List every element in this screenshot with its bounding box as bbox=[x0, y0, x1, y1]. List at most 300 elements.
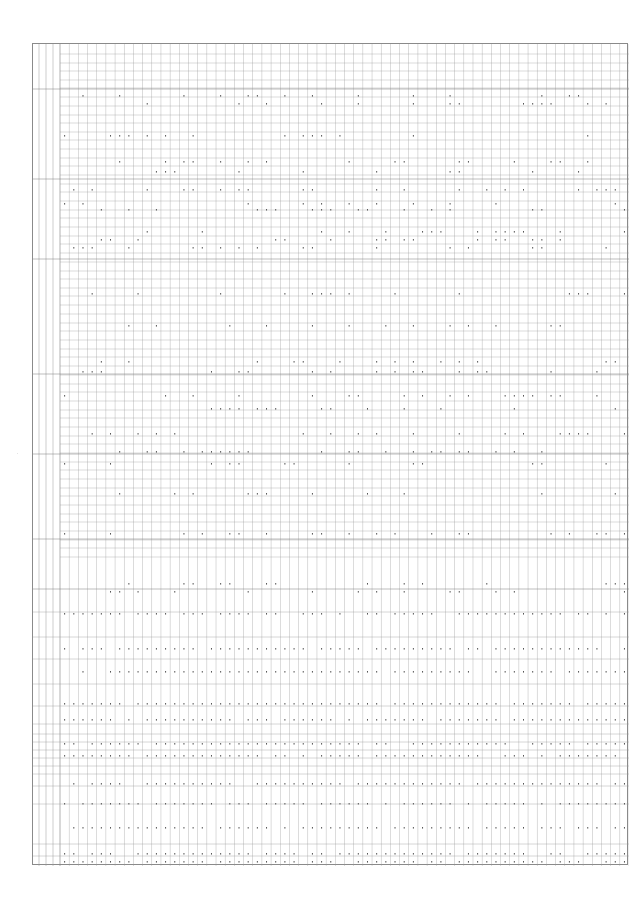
cell-mark bbox=[229, 671, 230, 673]
cell-mark bbox=[395, 613, 396, 615]
cell-mark bbox=[495, 861, 496, 863]
cell-mark bbox=[486, 803, 487, 805]
cell-mark bbox=[514, 395, 515, 397]
cell-mark bbox=[578, 827, 579, 829]
cell-mark bbox=[385, 719, 386, 721]
cell-mark bbox=[459, 171, 460, 173]
cell-mark bbox=[156, 613, 157, 615]
cell-mark bbox=[174, 671, 175, 673]
cell-mark bbox=[73, 189, 74, 191]
cell-mark bbox=[339, 743, 340, 745]
cell-mark bbox=[110, 703, 111, 705]
cell-mark bbox=[211, 719, 212, 721]
cell-mark bbox=[495, 231, 496, 233]
cell-mark bbox=[468, 648, 469, 650]
cell-mark bbox=[284, 648, 285, 650]
cell-mark bbox=[468, 671, 469, 673]
cell-mark bbox=[312, 371, 313, 373]
cell-mark bbox=[615, 827, 616, 829]
cell-mark bbox=[376, 361, 377, 363]
cell-mark bbox=[138, 293, 139, 295]
cell-mark bbox=[459, 783, 460, 785]
cell-mark bbox=[303, 433, 304, 435]
cell-mark bbox=[385, 861, 386, 863]
cell-mark bbox=[239, 371, 240, 373]
cell-mark bbox=[119, 743, 120, 745]
cell-mark bbox=[73, 613, 74, 615]
cell-mark bbox=[339, 671, 340, 673]
cell-mark bbox=[624, 231, 625, 233]
cell-mark bbox=[376, 827, 377, 829]
cell-mark bbox=[257, 827, 258, 829]
cell-mark bbox=[330, 755, 331, 757]
cell-mark bbox=[358, 451, 359, 453]
cell-mark bbox=[349, 161, 350, 163]
cell-mark bbox=[202, 671, 203, 673]
cell-mark bbox=[404, 803, 405, 805]
cell-mark bbox=[156, 433, 157, 435]
cell-mark bbox=[138, 433, 139, 435]
cell-mark bbox=[321, 451, 322, 453]
cell-mark bbox=[395, 293, 396, 295]
cell-mark bbox=[358, 95, 359, 97]
cell-mark bbox=[367, 827, 368, 829]
cell-mark bbox=[523, 783, 524, 785]
cell-mark bbox=[284, 719, 285, 721]
cell-mark bbox=[303, 189, 304, 191]
cell-mark bbox=[101, 783, 102, 785]
cell-mark bbox=[578, 648, 579, 650]
cell-mark bbox=[587, 103, 588, 105]
cell-mark bbox=[312, 293, 313, 295]
cell-mark bbox=[541, 247, 542, 249]
cell-mark bbox=[239, 827, 240, 829]
cell-mark bbox=[349, 451, 350, 453]
cell-mark bbox=[92, 189, 93, 191]
cell-mark bbox=[358, 743, 359, 745]
cell-mark bbox=[560, 161, 561, 163]
cell-mark bbox=[349, 293, 350, 295]
cell-mark bbox=[587, 613, 588, 615]
cell-mark bbox=[349, 395, 350, 397]
cell-mark bbox=[349, 648, 350, 650]
cell-mark bbox=[560, 395, 561, 397]
cell-mark bbox=[551, 325, 552, 327]
cell-mark bbox=[330, 239, 331, 241]
cell-mark bbox=[587, 671, 588, 673]
cell-mark bbox=[266, 533, 267, 535]
cell-mark bbox=[174, 493, 175, 495]
cell-mark bbox=[284, 239, 285, 241]
cell-mark bbox=[248, 203, 249, 205]
cell-mark bbox=[165, 827, 166, 829]
cell-mark bbox=[596, 371, 597, 373]
cell-mark bbox=[239, 463, 240, 465]
cell-mark bbox=[82, 613, 83, 615]
cell-mark bbox=[541, 239, 542, 241]
cell-mark bbox=[606, 103, 607, 105]
cell-mark bbox=[514, 853, 515, 855]
cell-mark bbox=[385, 648, 386, 650]
cell-mark bbox=[165, 743, 166, 745]
cell-mark bbox=[349, 803, 350, 805]
cell-mark bbox=[339, 361, 340, 363]
cell-mark bbox=[560, 231, 561, 233]
cell-mark bbox=[174, 755, 175, 757]
cell-mark bbox=[514, 827, 515, 829]
cell-mark bbox=[532, 703, 533, 705]
cell-mark bbox=[119, 95, 120, 97]
cell-mark bbox=[64, 135, 65, 137]
cell-mark bbox=[138, 613, 139, 615]
cell-mark bbox=[477, 361, 478, 363]
cell-mark bbox=[450, 783, 451, 785]
cell-mark bbox=[229, 703, 230, 705]
cell-mark bbox=[376, 591, 377, 593]
cell-mark bbox=[495, 648, 496, 650]
ledger-sheet bbox=[32, 43, 628, 865]
cell-mark bbox=[468, 743, 469, 745]
cell-mark bbox=[229, 803, 230, 805]
cell-mark bbox=[532, 103, 533, 105]
cell-mark bbox=[193, 671, 194, 673]
cell-mark bbox=[450, 395, 451, 397]
cell-mark bbox=[532, 783, 533, 785]
cell-mark bbox=[183, 703, 184, 705]
cell-mark bbox=[358, 671, 359, 673]
cell-mark bbox=[193, 247, 194, 249]
cell-mark bbox=[92, 371, 93, 373]
cell-mark bbox=[248, 861, 249, 863]
cell-mark bbox=[541, 827, 542, 829]
cell-mark bbox=[615, 408, 616, 410]
cell-mark bbox=[486, 827, 487, 829]
cell-mark bbox=[156, 719, 157, 721]
cell-mark bbox=[330, 433, 331, 435]
cell-mark bbox=[183, 583, 184, 585]
cell-mark bbox=[193, 135, 194, 137]
cell-mark bbox=[193, 648, 194, 650]
cell-mark bbox=[321, 209, 322, 211]
cell-mark bbox=[312, 783, 313, 785]
cell-mark bbox=[578, 861, 579, 863]
cell-mark bbox=[587, 783, 588, 785]
cell-mark bbox=[615, 361, 616, 363]
cell-mark bbox=[266, 671, 267, 673]
cell-mark bbox=[339, 755, 340, 757]
cell-mark bbox=[73, 755, 74, 757]
cell-mark bbox=[404, 703, 405, 705]
cell-mark bbox=[128, 803, 129, 805]
cell-mark bbox=[101, 613, 102, 615]
cell-mark bbox=[395, 719, 396, 721]
cell-mark bbox=[495, 827, 496, 829]
cell-mark bbox=[119, 648, 120, 650]
cell-mark bbox=[459, 613, 460, 615]
cell-mark bbox=[101, 703, 102, 705]
cell-mark bbox=[569, 671, 570, 673]
cell-mark bbox=[450, 325, 451, 327]
cell-mark bbox=[266, 408, 267, 410]
cell-mark bbox=[92, 861, 93, 863]
cell-mark bbox=[358, 591, 359, 593]
cell-mark bbox=[459, 827, 460, 829]
cell-mark bbox=[514, 783, 515, 785]
cell-mark bbox=[257, 703, 258, 705]
cell-mark bbox=[248, 613, 249, 615]
cell-mark bbox=[624, 719, 625, 721]
cell-mark bbox=[266, 613, 267, 615]
cell-mark bbox=[468, 161, 469, 163]
cell-mark bbox=[92, 755, 93, 757]
cell-mark bbox=[211, 703, 212, 705]
cell-mark bbox=[229, 533, 230, 535]
cell-mark bbox=[376, 755, 377, 757]
cell-mark bbox=[92, 247, 93, 249]
cell-mark bbox=[395, 827, 396, 829]
cell-mark bbox=[459, 755, 460, 757]
cell-mark bbox=[440, 408, 441, 410]
cell-mark bbox=[330, 671, 331, 673]
cell-mark bbox=[468, 803, 469, 805]
cell-mark bbox=[211, 648, 212, 650]
cell-mark bbox=[303, 803, 304, 805]
cell-mark bbox=[165, 135, 166, 137]
cell-mark bbox=[431, 231, 432, 233]
cell-mark bbox=[202, 231, 203, 233]
cell-mark bbox=[156, 171, 157, 173]
cell-mark bbox=[138, 239, 139, 241]
cell-mark bbox=[119, 703, 120, 705]
cell-mark bbox=[128, 247, 129, 249]
cell-mark bbox=[358, 648, 359, 650]
cell-mark bbox=[459, 743, 460, 745]
cell-mark bbox=[64, 703, 65, 705]
cell-mark bbox=[395, 671, 396, 673]
cell-mark bbox=[413, 827, 414, 829]
cell-mark bbox=[330, 783, 331, 785]
cell-mark bbox=[349, 703, 350, 705]
cell-mark bbox=[266, 719, 267, 721]
cell-mark bbox=[551, 103, 552, 105]
cell-mark bbox=[404, 613, 405, 615]
cell-mark bbox=[303, 827, 304, 829]
cell-mark bbox=[541, 613, 542, 615]
cell-mark bbox=[110, 463, 111, 465]
cell-mark bbox=[303, 671, 304, 673]
cell-mark bbox=[514, 591, 515, 593]
cell-mark bbox=[349, 203, 350, 205]
cell-mark bbox=[477, 861, 478, 863]
cell-mark bbox=[413, 95, 414, 97]
cell-mark bbox=[92, 648, 93, 650]
cell-mark bbox=[147, 755, 148, 757]
cell-mark bbox=[239, 171, 240, 173]
cell-mark bbox=[468, 247, 469, 249]
cell-mark bbox=[606, 703, 607, 705]
cell-mark bbox=[395, 755, 396, 757]
cell-mark bbox=[174, 719, 175, 721]
cell-mark bbox=[459, 433, 460, 435]
cell-mark bbox=[110, 755, 111, 757]
cell-mark bbox=[174, 433, 175, 435]
cell-mark bbox=[64, 395, 65, 397]
cell-mark bbox=[367, 803, 368, 805]
cell-mark bbox=[239, 395, 240, 397]
cell-mark bbox=[541, 209, 542, 211]
cell-mark bbox=[239, 861, 240, 863]
cell-mark bbox=[551, 371, 552, 373]
cell-mark bbox=[92, 433, 93, 435]
cell-mark bbox=[257, 755, 258, 757]
cell-mark bbox=[615, 203, 616, 205]
cell-mark bbox=[468, 451, 469, 453]
cell-mark bbox=[385, 743, 386, 745]
cell-mark bbox=[376, 371, 377, 373]
cell-mark bbox=[596, 395, 597, 397]
cell-mark bbox=[239, 408, 240, 410]
cell-mark bbox=[239, 247, 240, 249]
cell-mark bbox=[523, 231, 524, 233]
cell-mark bbox=[606, 361, 607, 363]
cell-mark bbox=[404, 827, 405, 829]
cell-mark bbox=[220, 189, 221, 191]
cell-mark bbox=[468, 533, 469, 535]
cell-mark bbox=[495, 703, 496, 705]
cell-mark bbox=[578, 293, 579, 295]
cell-mark bbox=[156, 703, 157, 705]
cell-mark bbox=[541, 493, 542, 495]
cell-mark bbox=[505, 853, 506, 855]
cell-mark bbox=[404, 853, 405, 855]
cell-mark bbox=[514, 703, 515, 705]
cell-mark bbox=[376, 861, 377, 863]
cell-mark bbox=[183, 861, 184, 863]
cell-mark bbox=[266, 803, 267, 805]
cell-mark bbox=[495, 203, 496, 205]
cell-mark bbox=[523, 189, 524, 191]
cell-mark bbox=[220, 583, 221, 585]
cell-mark bbox=[229, 325, 230, 327]
cell-mark bbox=[450, 591, 451, 593]
cell-mark bbox=[284, 783, 285, 785]
cell-mark bbox=[541, 95, 542, 97]
cell-mark bbox=[266, 325, 267, 327]
cell-mark bbox=[624, 293, 625, 295]
cell-mark bbox=[413, 648, 414, 650]
cell-mark bbox=[138, 803, 139, 805]
cell-mark bbox=[477, 703, 478, 705]
cell-mark bbox=[459, 591, 460, 593]
cell-mark bbox=[229, 451, 230, 453]
cell-mark bbox=[321, 203, 322, 205]
cell-mark bbox=[395, 648, 396, 650]
cell-mark bbox=[395, 533, 396, 535]
cell-mark bbox=[376, 247, 377, 249]
cell-mark bbox=[413, 361, 414, 363]
cell-mark bbox=[606, 613, 607, 615]
cell-mark bbox=[569, 743, 570, 745]
cell-mark bbox=[321, 827, 322, 829]
cell-mark bbox=[229, 861, 230, 863]
cell-mark bbox=[303, 783, 304, 785]
cell-mark bbox=[587, 135, 588, 137]
cell-mark bbox=[440, 231, 441, 233]
cell-mark bbox=[321, 703, 322, 705]
cell-mark bbox=[440, 743, 441, 745]
cell-mark bbox=[541, 103, 542, 105]
cell-mark bbox=[330, 719, 331, 721]
cell-mark bbox=[404, 493, 405, 495]
cell-mark bbox=[183, 803, 184, 805]
cell-mark bbox=[64, 853, 65, 855]
cell-mark bbox=[312, 671, 313, 673]
cell-mark bbox=[514, 755, 515, 757]
cell-mark bbox=[110, 783, 111, 785]
cell-mark bbox=[431, 703, 432, 705]
cell-mark bbox=[413, 703, 414, 705]
cell-mark bbox=[275, 648, 276, 650]
cell-mark bbox=[128, 135, 129, 137]
cell-mark bbox=[156, 209, 157, 211]
cell-mark bbox=[422, 703, 423, 705]
cell-mark bbox=[459, 671, 460, 673]
cell-mark bbox=[376, 719, 377, 721]
cell-mark bbox=[101, 239, 102, 241]
cell-mark bbox=[624, 743, 625, 745]
cell-mark bbox=[330, 209, 331, 211]
cell-mark bbox=[312, 395, 313, 397]
cell-mark bbox=[514, 861, 515, 863]
cell-mark bbox=[202, 247, 203, 249]
cell-mark bbox=[560, 613, 561, 615]
cell-mark bbox=[110, 135, 111, 137]
cell-mark bbox=[551, 648, 552, 650]
cell-mark bbox=[101, 648, 102, 650]
cell-mark bbox=[422, 671, 423, 673]
cell-mark bbox=[422, 719, 423, 721]
cell-mark bbox=[321, 671, 322, 673]
cell-mark bbox=[376, 613, 377, 615]
cell-mark bbox=[82, 861, 83, 863]
cell-mark bbox=[183, 161, 184, 163]
cell-mark bbox=[147, 783, 148, 785]
cell-mark bbox=[303, 171, 304, 173]
cell-mark bbox=[303, 247, 304, 249]
cell-mark bbox=[174, 591, 175, 593]
cell-mark bbox=[248, 451, 249, 453]
cell-mark bbox=[266, 209, 267, 211]
cell-mark bbox=[358, 827, 359, 829]
cell-mark bbox=[147, 827, 148, 829]
cell-mark bbox=[174, 827, 175, 829]
cell-mark bbox=[422, 783, 423, 785]
cell-mark bbox=[523, 803, 524, 805]
cell-mark bbox=[183, 719, 184, 721]
cell-mark bbox=[606, 719, 607, 721]
cell-mark bbox=[119, 671, 120, 673]
cell-mark bbox=[431, 533, 432, 535]
cell-mark bbox=[294, 853, 295, 855]
cell-mark bbox=[495, 803, 496, 805]
cell-mark bbox=[560, 325, 561, 327]
cell-mark bbox=[321, 719, 322, 721]
cell-mark bbox=[220, 161, 221, 163]
cell-mark bbox=[257, 671, 258, 673]
cell-mark bbox=[312, 719, 313, 721]
cell-mark bbox=[606, 583, 607, 585]
cell-mark bbox=[395, 783, 396, 785]
